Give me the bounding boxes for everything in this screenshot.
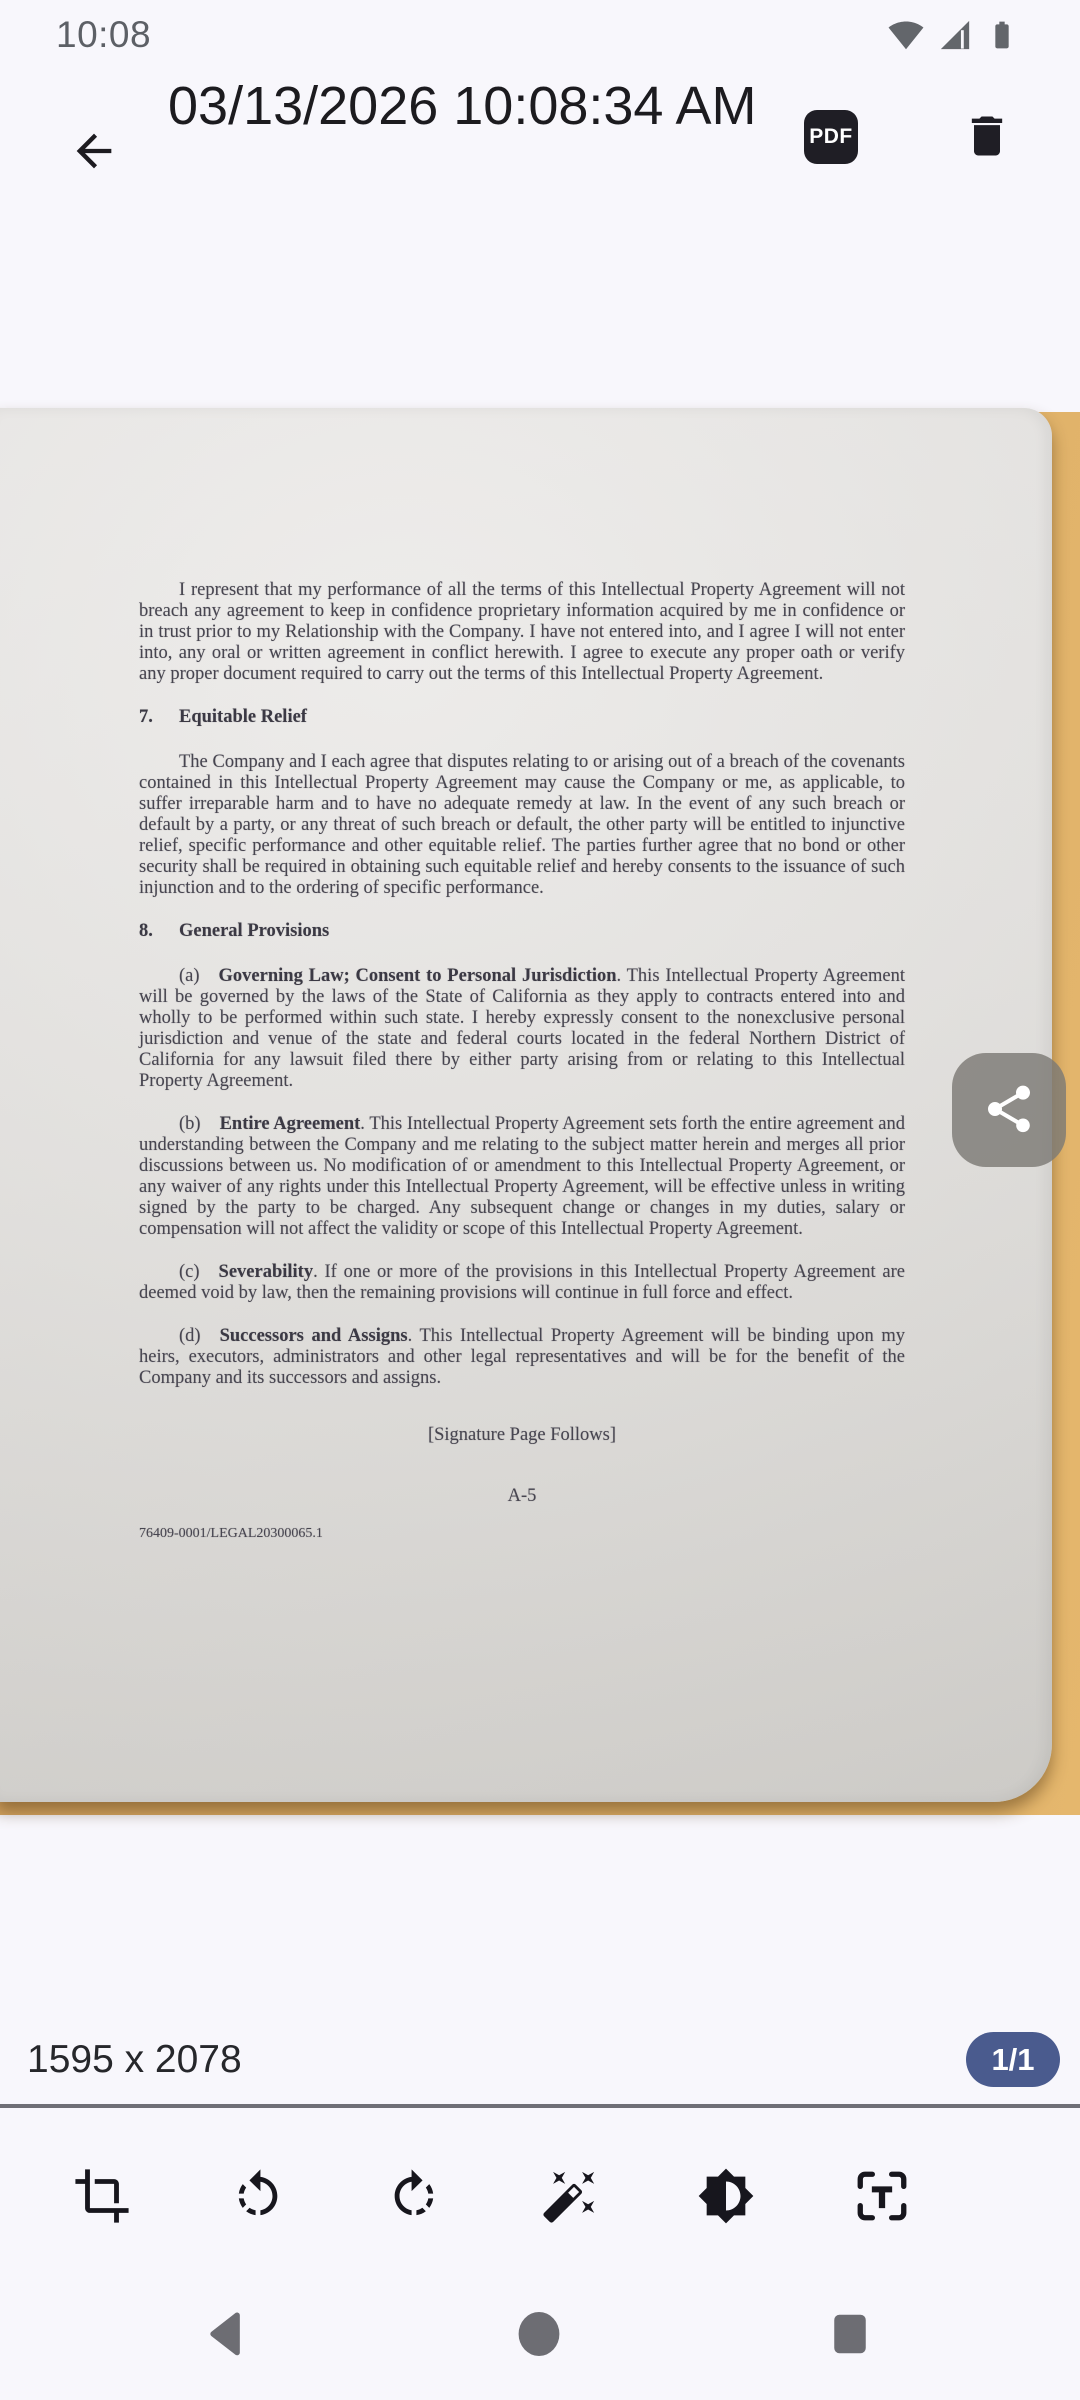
brightness-contrast-icon (697, 2167, 755, 2225)
document-page-number: A-5 (507, 1486, 537, 1506)
rotate-right-icon (385, 2167, 443, 2225)
nav-back-button[interactable] (205, 2310, 249, 2358)
back-button[interactable] (58, 116, 130, 188)
subsection-b: (b) Entire Agreement. This Intellectual Property Agreement sets forth the entire agreement and understanding between the Company and me relating to the subject matter herein and merges all prior discussions between us. No modification of or amendment to this Intellectual Property Agreement, or any waiver of any rights under this Intellectual Property Agreement, will be effective unless in writing signed by the party to be charged. Any subsequent change or changes in my duties, salary or compensation will not affect the validity or scope of this Intellectual Property Agreement. (139, 1114, 906, 1239)
status-icons (888, 17, 1018, 53)
brightness-contrast-button[interactable] (670, 2136, 782, 2256)
scanned-document-photo[interactable] (0, 412, 1080, 1815)
text-recognition-icon (853, 2167, 911, 2225)
edit-toolbar (0, 2128, 1080, 2264)
pdf-icon: PDF (809, 125, 853, 148)
trash-icon (961, 150, 1013, 165)
crop-icon (73, 2167, 131, 2225)
share-button[interactable] (952, 1053, 1066, 1167)
clock: 10:08 (56, 14, 152, 55)
paper-sheet (0, 408, 1052, 1802)
rotate-left-icon (229, 2167, 287, 2225)
android-nav-bar (0, 2268, 1080, 2400)
subsection-a: (a) Governing Law; Consent to Personal Jurisdiction. This Intellectual Property Agreement will be governed by the laws of the State of California as they apply to contracts entered into and wholly to be performed within such state. I hereby expressly consent to the nonexclusive personal jurisdiction and venue of the state and federal courts located in the federal Northern District of California for any lawsuit filed there by either party arising from or relating to this Intellectual Property Agreement. (139, 966, 905, 1091)
crop-button[interactable] (46, 2136, 158, 2256)
back-triangle-icon (205, 2310, 249, 2358)
export-pdf-button[interactable] (804, 110, 858, 164)
text-recognition-button[interactable] (826, 2136, 938, 2256)
home-circle-icon (515, 2310, 563, 2358)
share-icon (981, 1081, 1037, 1140)
wifi-icon (888, 17, 924, 53)
image-dimensions: 1595 x 2078 (27, 2038, 242, 2081)
arrow-left-icon (68, 165, 120, 180)
toolbar-divider (0, 2104, 1080, 2108)
cellular-signal-icon (938, 18, 972, 52)
document-reference: 76409-0001/LEGAL20300065.1 (139, 1526, 323, 1541)
nav-home-button[interactable] (515, 2310, 563, 2358)
recents-square-icon (829, 2311, 871, 2357)
page-indicator-badge: 1/1 (966, 2032, 1060, 2087)
image-info-row (0, 2024, 1080, 2100)
signature-note: [Signature Page Follows] (427, 1425, 617, 1445)
app-header (0, 70, 1080, 240)
delete-button[interactable] (958, 108, 1016, 166)
section-7-body: The Company and I each agree that disputes relating to or arising out of a breach of the covenants contained in this Intellectual Property Agreement may cause the Company or me, as applicable, to suffer irreparable harm and to have no adequate remedy at law. In the event of any such breach or default by a party, or any threat of such breach or default, the other party will be entitled to injunctive relief, specific performance and other equitable relief. The parties further agree that no bond or other security shall be required in obtaining such equitable relief and hereby consents to the issuance of such injunction and to the ordering of specific performance. (139, 752, 905, 898)
intro-paragraph: I represent that my performance of all the terms of this Intellectual Property Agreement will not breach any agreement to keep in confidence proprietary information acquired by me in confidence or in trust prior to my Relationship with the Company. I have not entered into, and I agree I will not enter into, any oral or written agreement in conflict herewith. I agree to execute any proper oath or verify any proper document required to carry out the terms of this Intellectual Property Agreement. (139, 580, 905, 684)
status-bar (0, 0, 1080, 64)
rotate-left-button[interactable] (202, 2136, 314, 2256)
subsection-d: (d) Successors and Assigns. This Intellectual Property Agreement will be binding upon my heirs, executors, administrators and other legal representatives and will be for the benefit of the Company and its successors and assigns. (139, 1326, 906, 1388)
subsection-c: (c) Severability. If one or more of the provisions in this Intellectual Property Agreement are deemed void by law, then the remaining provisions will continue in full force and effect. (139, 1262, 905, 1303)
nav-recents-button[interactable] (829, 2311, 871, 2357)
auto-enhance-button[interactable] (514, 2136, 626, 2256)
magic-wand-icon (541, 2167, 599, 2225)
rotate-right-button[interactable] (358, 2136, 470, 2256)
document-text (139, 580, 905, 1544)
section-8-heading: 8. General Provisions (139, 921, 330, 941)
section-7-heading: 7. Equitable Relief (139, 707, 307, 727)
battery-icon (986, 19, 1018, 51)
page-title: 03/13/2026 10:08:34 AM (168, 76, 757, 136)
